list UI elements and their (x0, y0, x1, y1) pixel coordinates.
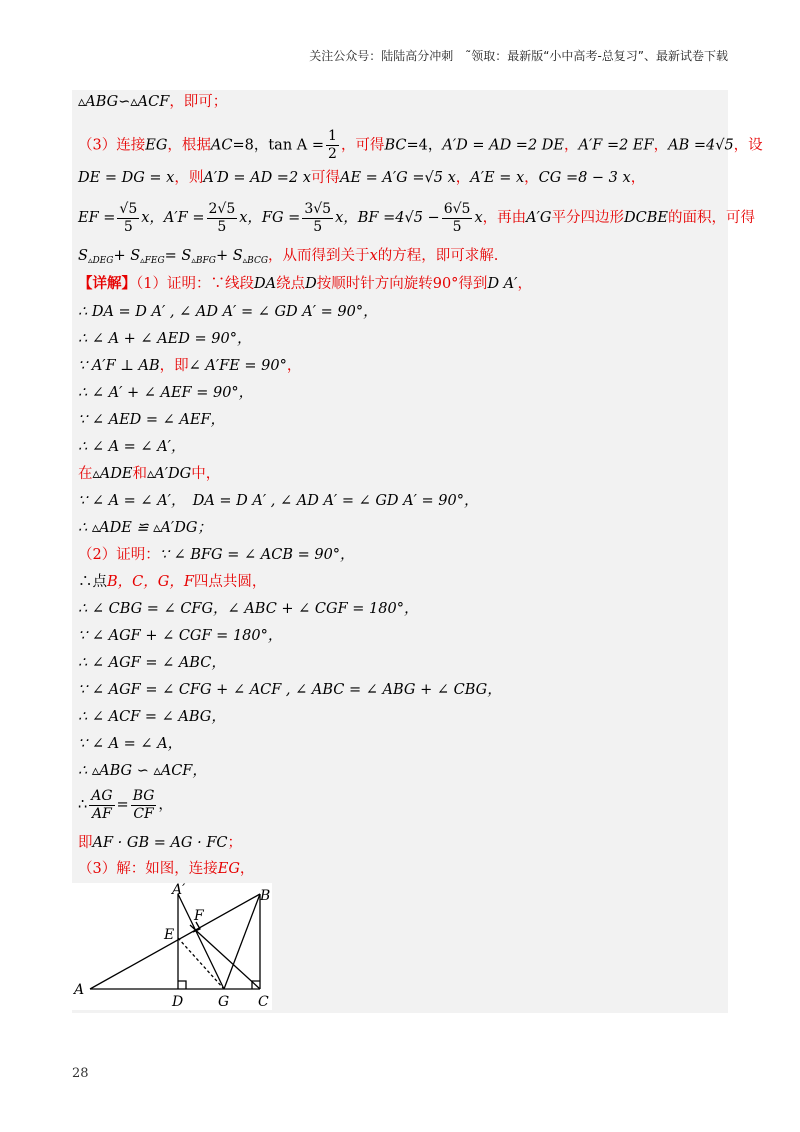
math: ∴ ∠ ACF = ∠ ABG， (78, 709, 226, 725)
line-19 (78, 626, 722, 646)
math: tan A = (268, 137, 325, 154)
text: 平分四边形 (551, 210, 624, 226)
math: AB =4√5 (668, 137, 734, 154)
numerator: BG (132, 787, 155, 804)
text: ， (455, 170, 471, 186)
text: ∴点 (78, 574, 107, 590)
text: 按顺时针方向旋转90°得到 (316, 276, 488, 292)
label-F: F (194, 908, 204, 924)
similar-triangles: ▵ABG∽▵ACF (78, 94, 170, 110)
math: A′D = AD =2 DE (442, 137, 565, 154)
math: ∴ ∠ A = ∠ A′， (78, 439, 186, 455)
text: ， (564, 137, 579, 154)
math: AE = A′G =√5 x (339, 170, 456, 186)
text: （3）解：如图，连接 (78, 861, 218, 877)
label-E: E (164, 927, 175, 943)
geometry-figure (72, 883, 272, 1010)
line-10 (78, 383, 722, 403)
segment-GB (224, 894, 260, 989)
math: ∵ ∠ BFG = ∠ ACB = 90°， (159, 547, 355, 563)
line-1 (78, 92, 722, 112)
math: EG (145, 137, 168, 154)
denominator: 5 (452, 218, 462, 235)
text: ， (158, 797, 173, 813)
solution-content (72, 90, 763, 1013)
line-14 (78, 491, 722, 511)
right-angle-D (178, 981, 186, 989)
text: ，根据 (167, 137, 211, 154)
text: 即 (78, 835, 93, 851)
math: x，A′F = (141, 210, 205, 226)
label-G: G (218, 994, 230, 1010)
text: ， (239, 861, 255, 877)
math: B，C，G，F (107, 574, 194, 590)
line-6 (78, 274, 722, 294)
line-26 (78, 833, 722, 853)
math: ∴ ∠ CBG = ∠ CFG，∠ ABC + ∠ CGF = 180°， (78, 601, 419, 617)
math: ∠ A′FE = 90° (188, 358, 287, 374)
math: DA (253, 276, 277, 292)
page-number: 28 (72, 1066, 89, 1081)
text: ，设 (733, 137, 763, 154)
text: ， (653, 137, 669, 154)
denominator: CF (133, 805, 154, 822)
text: 在 (78, 466, 93, 482)
subscript: ▵FEG (140, 256, 165, 266)
line-8 (78, 329, 722, 349)
label-D: D (172, 994, 184, 1010)
line-22 (78, 707, 722, 727)
math: D (305, 276, 317, 292)
denominator: 5 (123, 218, 133, 235)
text: 的方程，即可求解. (377, 248, 499, 264)
math: ∵ ∠ A = ∠ A′， DA = D A′ , ∠ AD A′ = ∠ GD A′ = 90°， (78, 493, 479, 509)
text: ，从而得到关于 (268, 248, 370, 264)
line-20 (78, 653, 722, 673)
math: DCBE (624, 210, 668, 226)
line-7 (78, 302, 722, 322)
fraction (89, 788, 114, 823)
text: 的面积，可得 (667, 210, 755, 226)
math: S (78, 248, 88, 264)
text: ， (286, 358, 302, 374)
math: x (474, 210, 483, 226)
text: 和 (132, 466, 147, 482)
numerator: 6√5 (443, 200, 471, 217)
line-16 (78, 545, 722, 565)
line-27 (78, 859, 722, 879)
text: 可得 (310, 170, 340, 186)
math: AF · GB = AG · FC (92, 835, 228, 851)
fraction-one-half (326, 128, 339, 163)
math: x (369, 248, 378, 264)
fraction (442, 201, 473, 236)
segment-AB (90, 894, 260, 989)
math: ∴ ∠ A′ + ∠ AEF = 90°， (78, 385, 254, 401)
math: BC (384, 137, 407, 154)
numerator: AG (91, 787, 113, 804)
math: ∴ ▵ABG ∽ ▵ACF， (78, 763, 207, 779)
math: = S (164, 248, 192, 264)
math: ∵ ∠ A = ∠ A， (78, 736, 183, 752)
text: ，即可； (169, 94, 228, 110)
denominator: 5 (313, 218, 323, 235)
text: 绕点 (276, 276, 306, 292)
label-A: A (74, 982, 85, 998)
line-21 (78, 680, 722, 700)
text: ，再由 (482, 210, 527, 226)
subscript: ▵BCG (242, 256, 269, 266)
line-23 (78, 734, 722, 754)
math: ∴ ∠ AGF = ∠ ABC， (78, 655, 226, 671)
label-C: C (258, 994, 269, 1010)
text: ， (630, 170, 646, 186)
math: EG (217, 861, 240, 877)
subscript: ▵BFG (191, 256, 216, 266)
math: =4， (406, 137, 443, 154)
numerator: 1 (328, 128, 337, 144)
geometry-diagram (72, 883, 272, 1010)
math: EF = (78, 210, 116, 226)
text: ，可得 (340, 137, 385, 154)
label-A-prime: A′ (172, 883, 186, 898)
denominator: AF (91, 805, 112, 822)
line-4 (78, 200, 755, 236)
line-5 (78, 246, 722, 271)
math: A′E = x (470, 170, 525, 186)
numerator: √5 (119, 200, 138, 217)
line-18 (78, 599, 722, 619)
page-header: 关注公众号：陆陆高分冲刺 ˜领取：最新版“小中高考-总复习”、最新试卷下载 (309, 49, 728, 63)
math: ▵ADE (92, 466, 133, 482)
math: D A′ (487, 276, 518, 292)
math: =8， (232, 137, 269, 154)
math: ∵ ∠ AED = ∠ AEF， (78, 412, 226, 428)
line-24 (78, 761, 722, 781)
text: ； (227, 835, 243, 851)
line-17 (78, 572, 722, 592)
text: 四点共圆， (193, 574, 267, 590)
line-15 (78, 518, 722, 538)
text: ， (524, 170, 539, 186)
math: x，FG = (239, 210, 301, 226)
fraction (302, 201, 333, 236)
equals-sign: = (116, 797, 129, 813)
math: AC (210, 137, 233, 154)
fraction (131, 788, 157, 823)
text: ，即 (159, 358, 189, 374)
text: （3）连接 (78, 137, 146, 154)
line-2 (78, 128, 763, 163)
numerator: 2√5 (208, 200, 236, 217)
math: ▵A′DG (146, 466, 192, 482)
numerator: 3√5 (304, 200, 332, 217)
subscript: ▵DEG (87, 256, 114, 266)
math: A′F =2 EF (578, 137, 654, 154)
text: （1）证明：∵线段 (136, 276, 254, 292)
math: ∴ ▵ADE ≌ ▵A′DG； (78, 520, 212, 536)
math: + S (113, 248, 141, 264)
denominator: 5 (217, 218, 227, 235)
detail-tag: 【详解】 (78, 275, 136, 292)
text: 中， (191, 466, 221, 482)
line-9 (78, 356, 722, 376)
math: ∵ A′F ⊥ AB (78, 358, 160, 374)
text: ，则 (174, 170, 204, 186)
text: ， (517, 276, 532, 292)
fraction (207, 201, 238, 236)
line-12 (78, 437, 722, 457)
math: ∴ ∠ A + ∠ AED = 90°， (78, 331, 252, 347)
math: + S (215, 248, 243, 264)
denominator: 2 (328, 146, 337, 162)
math: ∵ ∠ AGF + ∠ CGF = 180°， (78, 628, 283, 644)
text: （2）证明： (78, 547, 160, 563)
line-25 (78, 787, 722, 823)
math: A′G (526, 210, 552, 226)
line-11 (78, 410, 722, 430)
line-3 (78, 168, 722, 188)
math: x，BF =4√5 − (335, 210, 440, 226)
label-B: B (260, 888, 271, 904)
math: ∵ ∠ AGF = ∠ CFG + ∠ ACF , ∠ ABC = ∠ ABG + ∠ CBG， (78, 682, 502, 698)
math: CG =8 − 3 x (538, 170, 631, 186)
math: A′D = AD =2 x (203, 170, 311, 186)
segment-FC (190, 925, 260, 989)
math: DE = DG = x (78, 170, 175, 186)
math: ∴ DA = D A′ , ∠ AD A′ = ∠ GD A′ = 90°， (78, 304, 378, 320)
fraction (117, 201, 139, 236)
line-13 (78, 464, 722, 484)
text: ∴ (78, 797, 88, 813)
